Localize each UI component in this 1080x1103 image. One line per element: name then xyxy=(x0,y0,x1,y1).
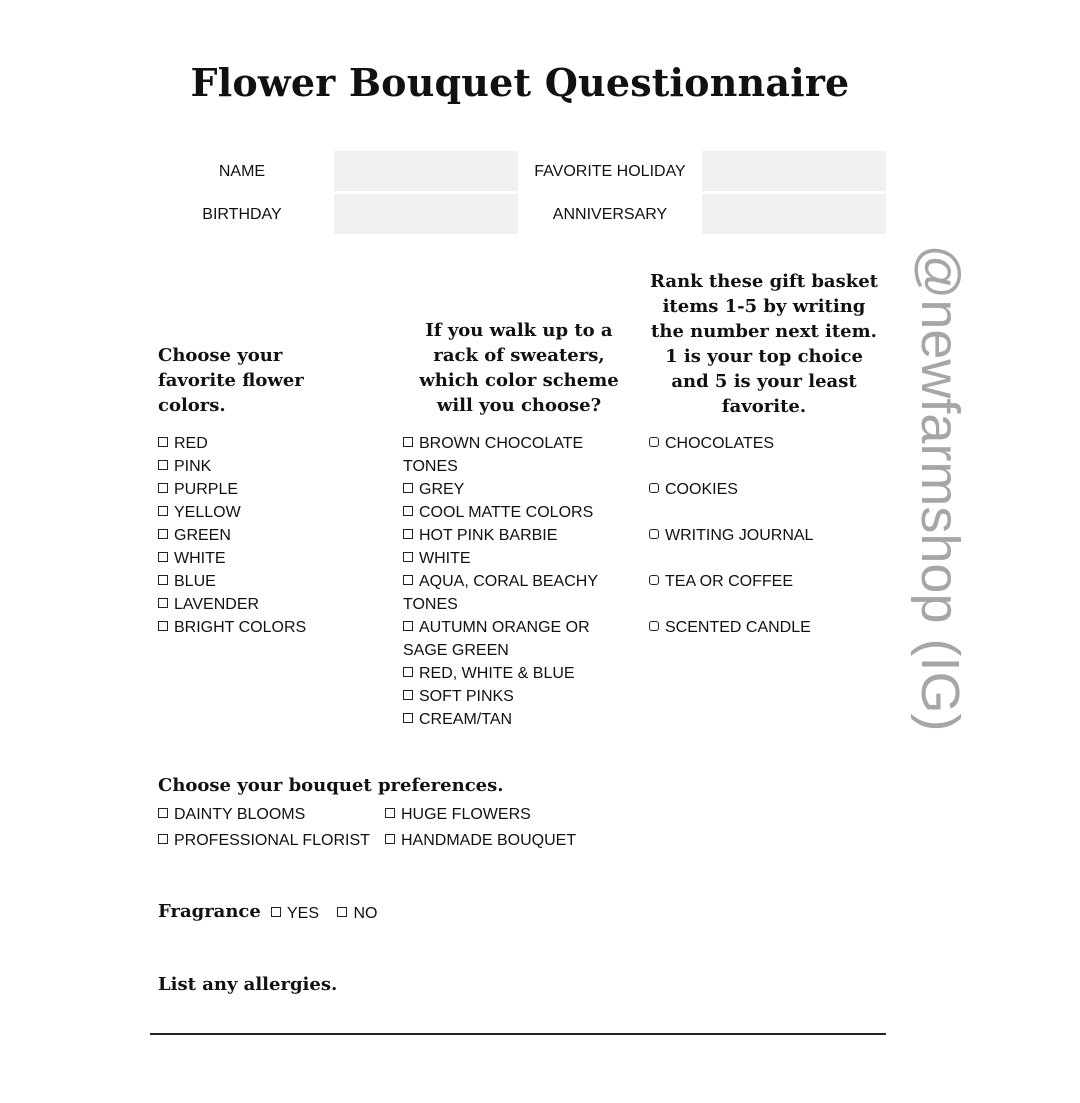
sweater-option[interactable]: BROWN CHOCOLATE TONES xyxy=(403,435,584,475)
fragrance-prompt: Fragrance xyxy=(158,901,261,922)
checkbox-icon[interactable] xyxy=(403,575,413,585)
birthday-field[interactable] xyxy=(334,194,518,234)
birthday-label: BIRTHDAY xyxy=(202,206,282,223)
checkbox-icon[interactable] xyxy=(385,834,395,844)
checkbox-icon[interactable] xyxy=(403,552,413,562)
name-label: NAME xyxy=(218,163,266,180)
flower-color-option[interactable]: PINK xyxy=(158,455,388,478)
flower-color-option[interactable]: WHITE xyxy=(158,547,388,570)
flower-color-option[interactable]: YELLOW xyxy=(158,501,388,524)
sweater-option[interactable]: HOT PINK BARBIE xyxy=(403,524,601,547)
sweater-option[interactable]: RED, WHITE & BLUE xyxy=(403,662,601,685)
rank-box-icon[interactable] xyxy=(649,483,659,493)
bouquet-option[interactable]: PROFESSIONAL FLORIST xyxy=(158,828,370,854)
rank-box-icon[interactable] xyxy=(649,575,659,585)
checkbox-icon[interactable] xyxy=(385,808,395,818)
favorite-holiday-label: FAVORITE HOLIDAY xyxy=(534,163,686,180)
checkbox-icon[interactable] xyxy=(158,506,168,516)
checkbox-icon[interactable] xyxy=(403,529,413,539)
flower-color-option[interactable]: GREEN xyxy=(158,524,388,547)
flower-color-option[interactable]: BLUE xyxy=(158,570,388,593)
bouquet-prompt: Choose your bouquet preferences. xyxy=(158,775,504,796)
favorite-holiday-field[interactable] xyxy=(702,151,886,191)
sweater-option[interactable]: GREY xyxy=(403,478,601,501)
allergies-answer-line[interactable] xyxy=(150,1033,886,1035)
name-field[interactable] xyxy=(334,151,518,191)
sweater-option[interactable]: WHITE xyxy=(403,547,601,570)
fragrance-options xyxy=(271,902,377,925)
checkbox-icon[interactable] xyxy=(403,483,413,493)
checkbox-icon[interactable] xyxy=(158,834,168,844)
sweater-option[interactable]: AUTUMN ORANGE OR SAGE GREEN xyxy=(403,619,590,659)
fragrance-yes-option[interactable]: YES xyxy=(271,905,319,922)
checkbox-icon[interactable] xyxy=(403,713,413,723)
bouquet-option[interactable]: DAINTY BLOOMS xyxy=(158,802,370,828)
gift-basket-option[interactable]: WRITING JOURNAL xyxy=(649,524,879,547)
bouquet-options xyxy=(158,802,370,854)
gift-basket-list xyxy=(649,432,879,639)
gift-basket-option[interactable]: SCENTED CANDLE xyxy=(649,616,879,639)
bouquet-option[interactable]: HUGE FLOWERS xyxy=(385,802,576,828)
gift-basket-option[interactable]: CHOCOLATES xyxy=(649,432,879,455)
flower-color-option[interactable]: RED xyxy=(158,432,388,455)
rank-box-icon[interactable] xyxy=(649,437,659,447)
allergies-prompt: List any allergies. xyxy=(158,974,338,995)
sweaters-list xyxy=(403,432,601,731)
checkbox-icon[interactable] xyxy=(403,667,413,677)
checkbox-icon[interactable] xyxy=(158,529,168,539)
checkbox-icon[interactable] xyxy=(158,808,168,818)
fragrance-no-option[interactable]: NO xyxy=(337,905,377,922)
sweater-option[interactable]: CREAM/TAN xyxy=(403,708,601,731)
checkbox-icon[interactable] xyxy=(158,552,168,562)
sweaters-prompt: If you walk up to a rack of sweaters, which color scheme will you choose? xyxy=(419,320,619,416)
checkbox-icon[interactable] xyxy=(403,506,413,516)
anniversary-field[interactable] xyxy=(702,194,886,234)
sweater-option[interactable]: SOFT PINKS xyxy=(403,685,601,708)
checkbox-icon[interactable] xyxy=(158,460,168,470)
anniversary-label: ANNIVERSARY xyxy=(552,206,668,223)
rank-box-icon[interactable] xyxy=(649,529,659,539)
gift-basket-option[interactable]: COOKIES xyxy=(649,478,879,501)
checkbox-icon[interactable] xyxy=(403,690,413,700)
bouquet-options-right xyxy=(385,802,576,854)
gift-basket-prompt: Rank these gift basket items 1-5 by writing the number next item. 1 is your top choice and 5 is your least favorite. xyxy=(650,271,878,417)
flower-color-option[interactable]: BRIGHT COLORS xyxy=(158,616,388,639)
checkbox-icon[interactable] xyxy=(403,437,413,447)
checkbox-icon[interactable] xyxy=(158,621,168,631)
sweater-option[interactable]: AQUA, CORAL BEACHY TONES xyxy=(403,573,598,613)
checkbox-icon[interactable] xyxy=(158,483,168,493)
bouquet-option[interactable]: HANDMADE BOUQUET xyxy=(385,828,576,854)
checkbox-icon[interactable] xyxy=(158,437,168,447)
checkbox-icon[interactable] xyxy=(271,907,281,917)
flower-colors-list xyxy=(158,432,388,639)
checkbox-icon[interactable] xyxy=(337,907,347,917)
flower-color-option[interactable]: LAVENDER xyxy=(158,593,388,616)
flower-colors-prompt: Choose your favorite flower colors. xyxy=(158,345,304,416)
checkbox-icon[interactable] xyxy=(158,598,168,608)
sweater-option[interactable]: COOL MATTE COLORS xyxy=(403,501,601,524)
checkbox-icon[interactable] xyxy=(403,621,413,631)
gift-basket-option[interactable]: TEA OR COFFEE xyxy=(649,570,879,593)
checkbox-icon[interactable] xyxy=(158,575,168,585)
flower-color-option[interactable]: PURPLE xyxy=(158,478,388,501)
rank-box-icon[interactable] xyxy=(649,621,659,631)
page-title: Flower Bouquet Questionnaire xyxy=(190,60,850,105)
